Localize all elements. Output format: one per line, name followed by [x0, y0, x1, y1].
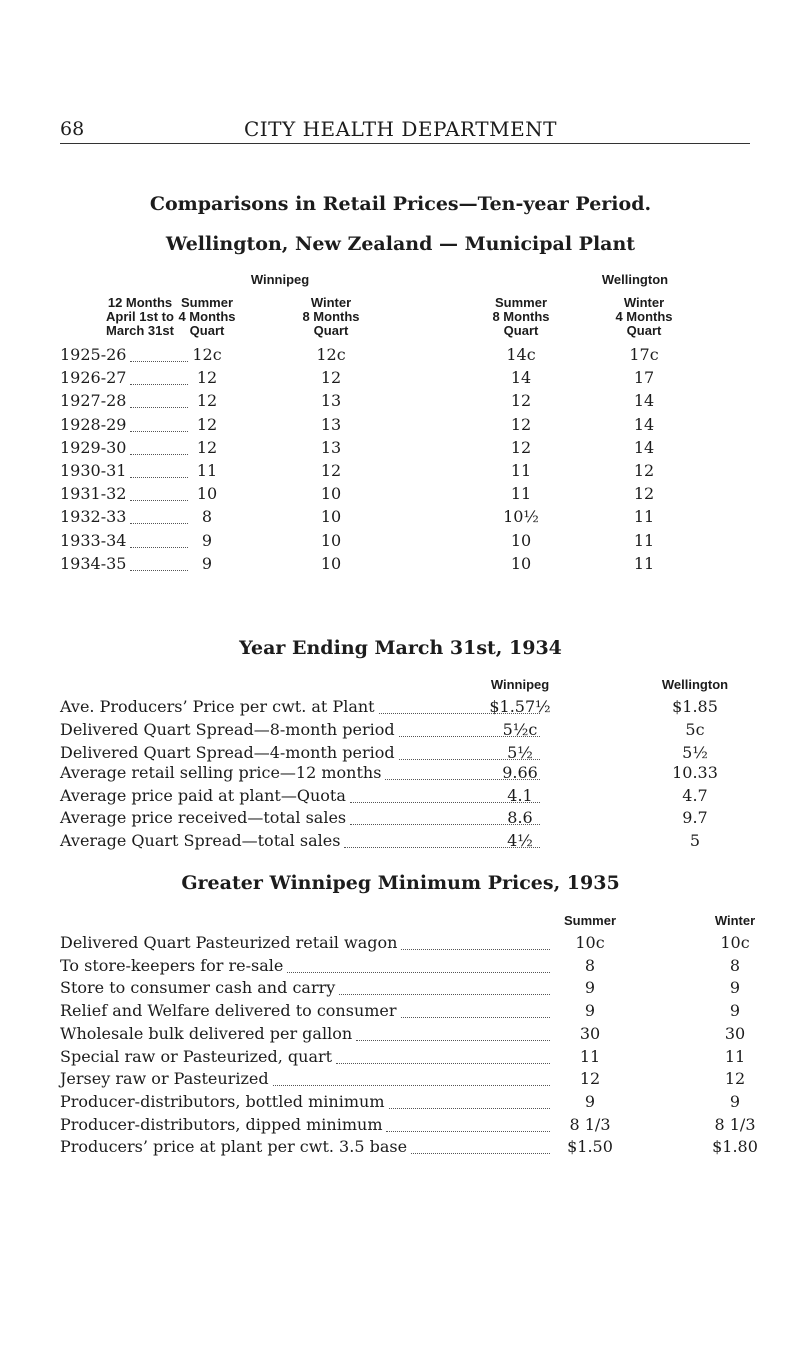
period-header: 12 Months April 1st to March 31st	[106, 295, 174, 338]
s1-row-value: 9	[201, 553, 213, 573]
s1-col-header-line: Quart	[189, 323, 225, 338]
s2-row-label: Delivered Quart Spread—4-month period	[60, 743, 395, 762]
group-header-winnipeg: Winnipeg	[250, 272, 310, 287]
s1-col-header-0	[147, 296, 267, 338]
s3-row-label: Producers’ price at plant per cwt. 3.5 base	[60, 1137, 408, 1157]
s3-row-value-summer: $1.50	[567, 1137, 613, 1157]
s1-row-value: 14	[633, 414, 655, 434]
s1-row-year: 1934-35	[60, 553, 127, 573]
s1-row-value: 12	[196, 368, 218, 388]
s3-row-value-summer: 9	[584, 1091, 596, 1111]
page-header: CITY HEALTH DEPARTMENT	[243, 117, 558, 141]
s1-col-header-line: Summer	[180, 295, 234, 310]
s3-row-leader	[336, 1063, 550, 1064]
s3-row-value-summer: 30	[579, 1023, 601, 1043]
s1-row-value: 10	[320, 484, 342, 504]
s1-row-year: 1933-34	[60, 530, 127, 550]
s3-row-label: Special raw or Pasteurized, quart	[60, 1046, 333, 1066]
s2-row-value-winnipeg: 4½	[507, 831, 533, 850]
s3-row-label: Producer-distributors, dipped minimum	[60, 1114, 383, 1134]
s1-row-year: 1926-27	[60, 368, 127, 388]
s1-col-header-line: 4 Months	[615, 309, 673, 324]
s1-row-value: 10½	[503, 507, 539, 527]
s1-row-year: 1925-26	[60, 345, 127, 364]
s1-col-header-line: Quart	[626, 323, 662, 338]
s3-row-leader	[389, 1108, 550, 1109]
s1-row-value: 14	[633, 437, 655, 457]
s3-row-value-winter: $1.80	[712, 1137, 758, 1157]
s1-row-year: 1932-33	[60, 507, 127, 527]
s1-row-value: 17	[633, 368, 655, 388]
s2-row-value-winnipeg: 8.6	[507, 808, 533, 827]
s3-row-label: Wholesale bulk delivered per gallon	[60, 1023, 353, 1043]
s3-row-value-winter: 9	[729, 1091, 741, 1111]
s2-row-label: Ave. Producers’ Price per cwt. at Plant	[60, 697, 375, 716]
s1-row-year: 1927-28	[60, 391, 127, 411]
s1-row-value: 11	[510, 484, 532, 504]
s1-row-value: 14	[510, 368, 532, 388]
s2-row-value-winnipeg: $1.57½	[489, 697, 551, 716]
s1-row-value: 12	[633, 461, 655, 480]
s1-col-header-line: 8 Months	[302, 309, 360, 324]
s3-row-leader	[356, 1040, 550, 1041]
header-rule	[60, 143, 750, 144]
s1-col-header-2	[461, 296, 581, 338]
s2-row-label: Average price received—total sales	[60, 808, 347, 827]
s3-row-value-winter: 12	[724, 1069, 746, 1089]
s3-row-value-winter: 8	[729, 955, 741, 975]
s3-row-leader	[273, 1085, 550, 1086]
s1-row-value: 10	[320, 507, 342, 527]
s3-row-leader	[339, 994, 550, 995]
s1-col-header-3	[584, 296, 704, 338]
s1-row-value: 12c	[192, 345, 222, 364]
s3-row-leader	[386, 1131, 550, 1132]
s1-row-value: 13	[320, 414, 342, 434]
s1-row-year: 1931-32	[60, 484, 127, 504]
s2-row-value-wellington: $1.85	[672, 697, 718, 716]
s1-row-value: 9	[201, 530, 213, 550]
s2-row-label: Average retail selling price—12 months	[60, 763, 382, 782]
s1-row-value: 11	[196, 461, 218, 480]
s1-col-header-line: Summer	[494, 295, 548, 310]
s1-row-value: 13	[320, 391, 342, 411]
s1-row-value: 12	[196, 437, 218, 457]
s2-col-header-wellington: Wellington	[661, 677, 729, 692]
s3-row-value-winter: 8 1/3	[714, 1114, 756, 1134]
s1-row-value: 12	[320, 368, 342, 388]
s1-row-value: 14	[633, 391, 655, 411]
s1-row-value: 10	[510, 530, 532, 550]
s1-col-header-line: Winter	[310, 295, 352, 310]
s2-row-value-wellington: 5½	[682, 743, 708, 762]
s1-row-value: 10	[320, 553, 342, 573]
s2-row-label: Average Quart Spread—total sales	[60, 831, 341, 850]
s3-row-value-winter: 9	[729, 1001, 741, 1021]
s3-row-label: Delivered Quart Pasteurized retail wagon	[60, 933, 398, 952]
s3-col-header-summer: Summer	[563, 913, 617, 928]
s1-row-value: 12	[510, 391, 532, 411]
s3-col-header-winter: Winter	[714, 913, 756, 928]
section3-title: Greater Winnipeg Minimum Prices, 1935	[181, 872, 620, 894]
s3-row-label: Producer-distributors, bottled minimum	[60, 1091, 385, 1111]
s2-row-value-winnipeg: 5½c	[502, 720, 538, 739]
s3-row-label: To store-keepers for re-sale	[60, 955, 284, 975]
s2-row-value-wellington: 5c	[685, 720, 705, 739]
s2-row-value-winnipeg: 4.1	[507, 786, 533, 805]
section1-subtitle: Wellington, New Zealand — Municipal Plant	[165, 233, 636, 255]
s2-row-value-wellington: 5	[689, 831, 701, 850]
s1-row-value: 12	[196, 414, 218, 434]
s1-col-header-line: 8 Months	[492, 309, 550, 324]
s2-row-value-winnipeg: 9.66	[502, 763, 538, 782]
s3-row-value-summer: 10c	[575, 933, 605, 952]
s3-row-label: Store to consumer cash and carry	[60, 978, 336, 998]
s1-row-value: 12	[510, 437, 532, 457]
s1-col-header-line: Quart	[313, 323, 349, 338]
s3-row-value-winter: 11	[724, 1046, 746, 1066]
s1-row-year: 1930-31	[60, 461, 127, 480]
s1-row-value: 14c	[506, 345, 536, 364]
s3-row-value-summer: 8	[584, 955, 596, 975]
s1-row-value: 12	[510, 414, 532, 434]
s2-row-value-wellington: 4.7	[682, 786, 708, 805]
s3-row-value-winter: 30	[724, 1023, 746, 1043]
section2-title: Year Ending March 31st, 1934	[239, 637, 562, 659]
s1-row-value: 11	[633, 530, 655, 550]
s2-row-value-wellington: 9.7	[682, 808, 708, 827]
s2-col-header-winnipeg: Winnipeg	[490, 677, 550, 692]
s2-row-value-wellington: 10.33	[672, 763, 718, 782]
s1-row-value: 13	[320, 437, 342, 457]
s1-row-value: 10	[320, 530, 342, 550]
s1-row-value: 11	[510, 461, 532, 480]
s1-row-value: 12	[320, 461, 342, 480]
group-header-wellington: Wellington	[601, 272, 669, 287]
s1-row-value: 11	[633, 507, 655, 527]
s1-row-value: 10	[510, 553, 532, 573]
s1-col-header-line: 4 Months	[178, 309, 236, 324]
s1-row-value: 12	[196, 391, 218, 411]
s3-row-value-winter: 10c	[720, 933, 750, 952]
s3-row-label: Relief and Welfare delivered to consumer	[60, 1001, 397, 1021]
s2-row-value-winnipeg: 5½	[507, 743, 533, 762]
s1-row-year: 1928-29	[60, 414, 127, 434]
s3-row-value-winter: 9	[729, 978, 741, 998]
s1-row-year: 1929-30	[60, 437, 127, 457]
s3-row-value-summer: 9	[584, 978, 596, 998]
s1-row-value: 12c	[316, 345, 346, 364]
s2-row-label: Average price paid at plant—Quota	[60, 786, 346, 805]
s3-row-value-summer: 9	[584, 1001, 596, 1021]
page-number: 68	[60, 118, 85, 140]
s3-row-value-summer: 12	[579, 1069, 601, 1089]
s2-row-label: Delivered Quart Spread—8-month period	[60, 720, 395, 739]
s1-col-header-1	[271, 296, 391, 338]
s1-row-value: 10	[196, 484, 218, 504]
s3-row-label: Jersey raw or Pasteurized	[60, 1069, 269, 1089]
s1-row-value: 17c	[629, 345, 659, 364]
s1-row-value: 8	[201, 507, 213, 527]
section1-title: Comparisons in Retail Prices—Ten-year Period.	[149, 193, 652, 215]
s3-row-leader	[287, 972, 550, 973]
s1-row-value: 11	[633, 553, 655, 573]
s3-row-leader	[401, 949, 550, 950]
s3-row-value-summer: 11	[579, 1046, 601, 1066]
s1-col-header-line: Quart	[503, 323, 539, 338]
s1-col-header-line: Winter	[623, 295, 665, 310]
s3-row-value-summer: 8 1/3	[569, 1114, 611, 1134]
s1-row-value: 12	[633, 484, 655, 504]
s3-row-leader	[401, 1017, 550, 1018]
